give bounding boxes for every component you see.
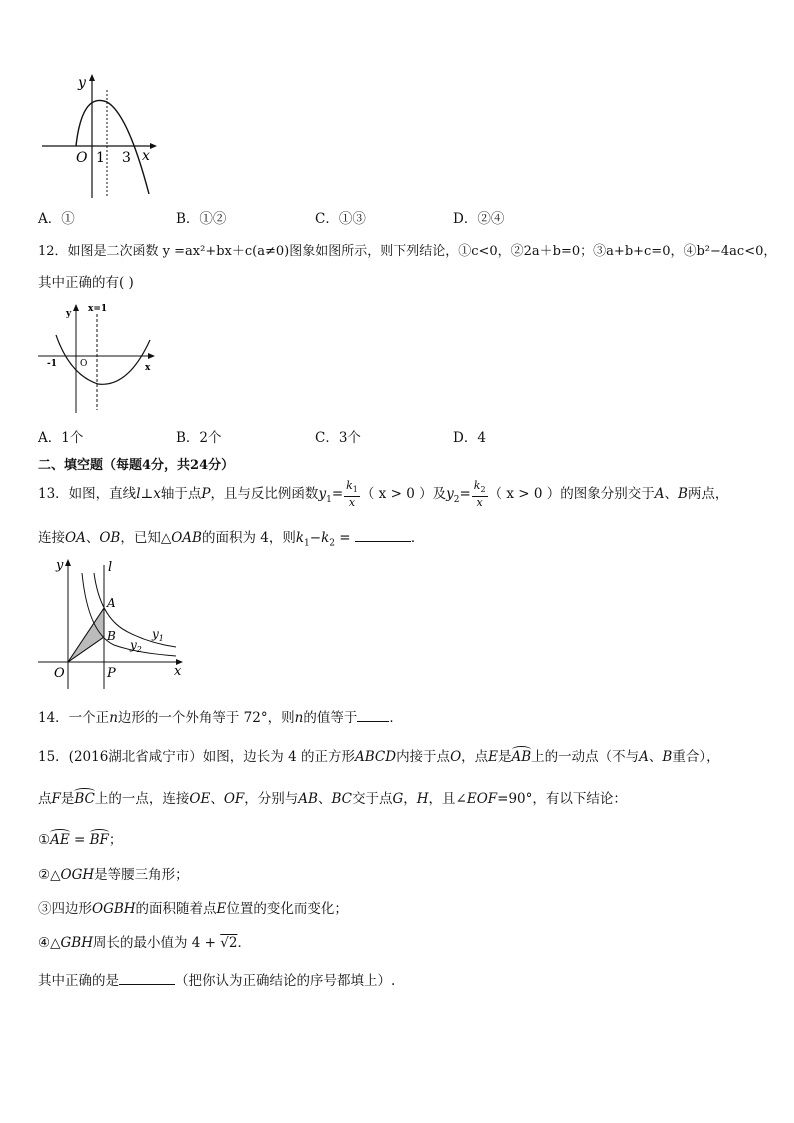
q15-c2-text: ②△ — [38, 867, 61, 883]
q13-k2: k — [473, 479, 481, 492]
q11-x-arrow — [150, 143, 157, 149]
q13-oab: OAB — [171, 530, 202, 546]
q13-cond1: （ x > 0 ）及 — [360, 486, 447, 503]
q13-text: 13．如图，直线 — [38, 486, 137, 503]
q15-c3-text: 的面积随着点 — [135, 901, 217, 917]
q15-text: 内接于点 — [396, 749, 451, 765]
q13-label-o: O — [54, 666, 65, 681]
q15-var-b: B — [662, 749, 673, 765]
q13-label-y: y — [56, 558, 64, 573]
q15-last-text: （把你认为正确结论的序号都填上）. — [175, 973, 396, 989]
q15-text: ，分别与 — [244, 791, 299, 807]
q13-text: 连接 — [38, 530, 65, 546]
q13-y1: y — [318, 486, 327, 503]
q15-oe: OE — [189, 791, 211, 807]
q15-var-f: F — [51, 791, 61, 807]
q15-c1-end: ； — [108, 832, 123, 848]
q13-k1: k — [346, 479, 353, 492]
q15-c4-end: ． — [237, 935, 251, 951]
q14-answer-blank[interactable] — [357, 711, 389, 722]
q12-x-arrow — [148, 353, 155, 359]
q13-var-b: B — [677, 486, 688, 503]
q13-fraction-k2 — [472, 480, 488, 509]
q13-fraction-k1 — [344, 480, 360, 509]
q15-var-g: G — [392, 791, 404, 807]
q11-tick-1: 1 — [96, 150, 105, 166]
q15-text: ，点 — [461, 749, 489, 765]
q14-end: ． — [389, 710, 403, 726]
q15-ogbh: OGBH — [92, 901, 136, 917]
q15-conclusion-4 — [38, 931, 251, 951]
q15-text: 交于点 — [351, 791, 393, 807]
q13-label-a: A — [107, 596, 116, 610]
q11-y-label: y — [78, 75, 86, 91]
q12-option-b: B．2个 — [176, 430, 222, 446]
q13-eq: = — [331, 486, 344, 503]
q13-text: 轴于点 — [160, 486, 202, 503]
q13-answer-blank[interactable] — [355, 531, 411, 542]
q13-k2b: k — [321, 530, 330, 546]
q13-k1b: k — [295, 530, 305, 546]
q12-y-arrow — [73, 304, 79, 311]
q15-eof: EOF — [466, 791, 498, 807]
q13-label-p: P — [107, 666, 116, 681]
q13-minus: − — [309, 530, 322, 546]
q11-origin-label: O — [76, 150, 88, 166]
q13-inverse-graph — [36, 555, 186, 693]
q15-sep: 、 — [210, 791, 224, 807]
q11-x-label: x — [142, 148, 150, 164]
q12-x-label: x — [145, 363, 151, 373]
q15-comma: ， — [403, 791, 417, 807]
q11-parabola — [76, 100, 149, 194]
q15-bc: BC — [331, 791, 352, 807]
q14-var-n: n — [109, 710, 118, 726]
q15-conclusion-2 — [38, 863, 189, 883]
q15-var-h: H — [416, 791, 429, 807]
q14-text: 的值等于 — [303, 710, 358, 726]
q13-end: ． — [410, 530, 425, 546]
q11-tick-3: 3 — [122, 150, 131, 166]
q13-stem-line2 — [38, 526, 424, 549]
q15-sep: 、 — [648, 749, 663, 765]
q15-c3-text: 位置的变化而变化； — [226, 901, 348, 917]
q13-label-y1: $y_1$ — [152, 627, 164, 643]
q12-option-c: C．3个 — [315, 430, 361, 446]
q13-den2: x — [476, 496, 483, 510]
q15-var-e: E — [216, 901, 227, 917]
q15-ogh: OGH — [60, 867, 95, 883]
q15-c4-text: ④△ — [38, 935, 61, 951]
q15-c1-eq: = — [69, 832, 90, 848]
q15-last-text: 其中正确的是 — [38, 973, 119, 989]
q13-text: 两点， — [687, 486, 729, 503]
q15-c2-text: 是等腰三角形； — [94, 867, 189, 883]
q15-text: 上的一点，连接 — [94, 791, 190, 807]
q13-label-y2: $y_2$ — [130, 638, 142, 654]
q15-sep: 、 — [317, 791, 332, 807]
q13-eq: = — [459, 486, 471, 503]
q15-gbh: GBH — [60, 935, 93, 951]
q13-label-l: l — [108, 560, 113, 575]
q15-arc-bf: BF — [89, 832, 109, 848]
q15-arc-ae: AE — [50, 832, 70, 848]
q15-stem-line2 — [38, 787, 627, 807]
q13-sep: 、 — [664, 486, 678, 503]
q13-k1b-sub: 1 — [304, 538, 310, 549]
q15-text: =90°，有以下结论： — [497, 791, 627, 807]
q13-eq: = — [335, 530, 351, 546]
q15-var-a: A — [639, 749, 649, 765]
q13-perp: ⊥ — [140, 486, 154, 503]
q15-text: 重合）， — [672, 749, 720, 765]
q15-arc-bc: BC — [74, 791, 95, 807]
q13-text: ，已知△ — [120, 530, 172, 546]
q15-sqrt2: √2 — [220, 935, 238, 951]
q12-stem-line1: 12．如图是二次函数 y =ax²+bx＋c(a≠0)图象如图所示，则下列结论，①c<0，②2a＋b=0；③a+b+c=0，④b²−4ac<0， — [38, 244, 777, 259]
q14-text: 14．一个正 — [38, 710, 110, 726]
q15-ab: AB — [298, 791, 318, 807]
q11-option-a: A．① — [38, 211, 75, 227]
q15-of: OF — [223, 791, 245, 807]
section-fill-blank-heading: 二、填空题（每题4分，共24分） — [38, 458, 235, 473]
q13-text: ，且与反比例函数 — [210, 486, 319, 503]
q14-var-n: n — [294, 710, 304, 726]
q11-option-c: C．①③ — [315, 211, 366, 227]
q15-answer-line — [38, 969, 395, 989]
q12-y-label: y — [66, 309, 72, 319]
q13-y-arrow — [65, 559, 71, 566]
q12-neg1-label: -1 — [47, 359, 57, 369]
q13-var-l: l — [136, 486, 141, 503]
q15-text: 是 — [498, 749, 512, 765]
q15-var-e: E — [488, 749, 498, 765]
q11-y-arrow — [89, 74, 95, 81]
q13-k1-sub: 1 — [352, 485, 358, 495]
q12-option-d: D．4 — [453, 430, 486, 446]
q15-c4-text: 周长的最小值为 4 + — [92, 935, 221, 951]
q13-label-b: B — [107, 629, 116, 643]
q13-oa: OA — [65, 530, 86, 546]
q15-var-o: O — [450, 749, 462, 765]
q12-option-a: A．1个 — [38, 430, 84, 446]
q15-conclusion-1 — [38, 828, 122, 848]
q13-cond2: （ x > 0 ）的图象分别交于 — [488, 486, 655, 503]
q15-text: 点 — [38, 791, 52, 807]
q13-var-a: A — [654, 486, 665, 503]
q14-stem — [38, 706, 403, 726]
q13-den1: x — [348, 496, 356, 510]
q14-text: 边形的一个外角等于 72°，则 — [117, 710, 295, 726]
q15-text: 上的一动点（不与 — [531, 749, 640, 765]
q13-label-x: x — [174, 664, 182, 679]
q13-ob: OB — [99, 530, 121, 546]
q12-parabola — [56, 335, 150, 384]
q12-origin-label: O — [80, 359, 88, 369]
q13-k2b-sub: 2 — [329, 538, 336, 549]
q13-y2-sub: 2 — [453, 494, 460, 505]
q15-c1-num: ① — [38, 832, 51, 848]
q13-text: 的面积为 4，则 — [201, 530, 296, 546]
q12-axis-label: x=1 — [88, 304, 108, 314]
q15-c3-text: ③四边形 — [38, 901, 92, 917]
q13-y2: y — [446, 486, 454, 503]
q13-var-p: P — [201, 486, 211, 503]
q15-abcd: ABCD — [354, 749, 397, 765]
q15-arc-ab: AB — [511, 749, 532, 765]
q13-sep: 、 — [85, 530, 100, 546]
q15-text: ，且∠ — [428, 791, 467, 807]
q11-option-d: D．②④ — [453, 211, 505, 227]
q11-option-b: B．①② — [176, 211, 227, 227]
q15-stem-line1 — [38, 745, 720, 765]
q13-y1-sub: 1 — [326, 494, 332, 505]
q12-stem-line2: 其中正确的有( ) — [38, 275, 134, 291]
q15-text: 15．(2016湖北省咸宁市）如图，边长为 4 的正方形 — [38, 749, 355, 765]
q13-k2-sub: 2 — [480, 485, 486, 495]
q11-parabola-graph — [38, 72, 168, 202]
q15-text: 是 — [60, 791, 75, 807]
q13-var-x: x — [153, 486, 161, 503]
q15-answer-blank[interactable] — [119, 974, 175, 985]
q13-stem-line1 — [38, 480, 728, 514]
q12-parabola-graph — [36, 300, 161, 415]
q15-conclusion-3 — [38, 897, 348, 917]
